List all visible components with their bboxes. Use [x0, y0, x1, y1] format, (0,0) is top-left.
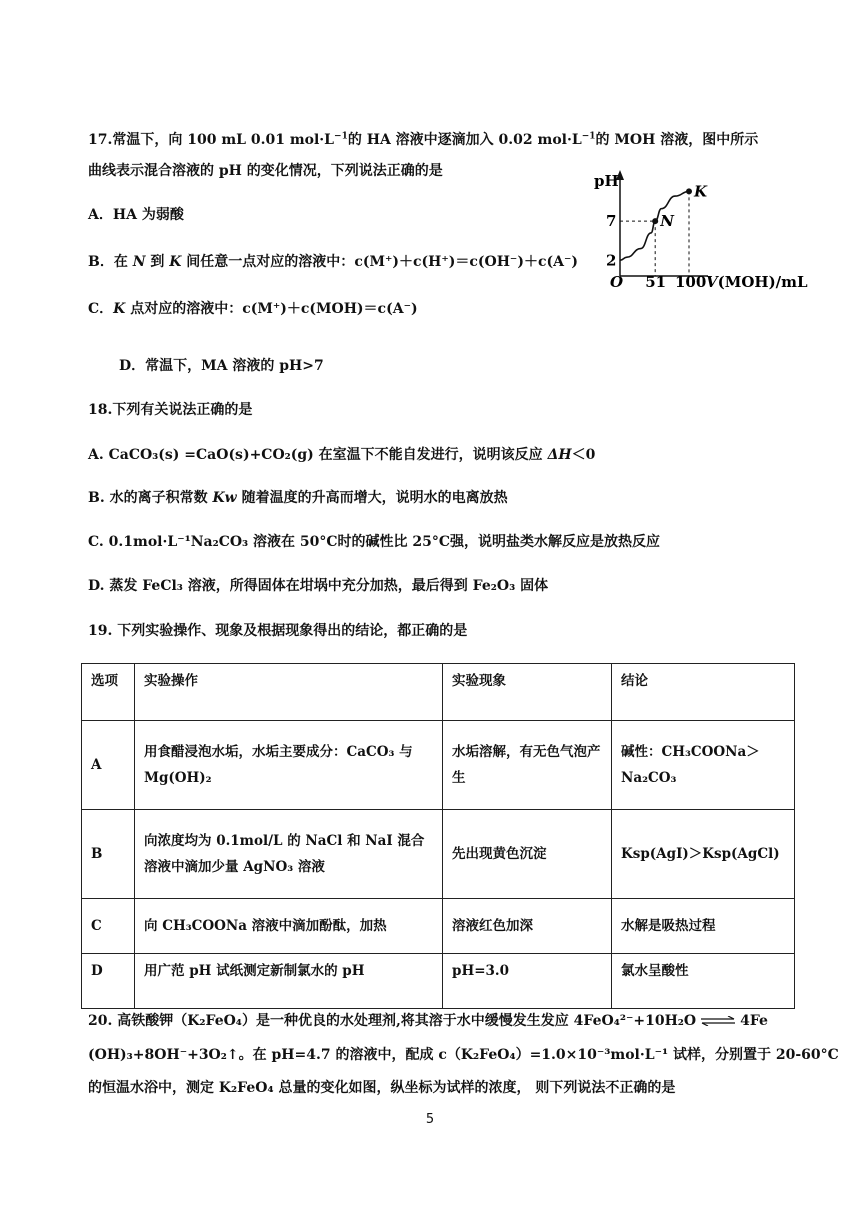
- q17-option-a: A．HA 为弱酸: [88, 207, 184, 223]
- row-option: C: [82, 899, 135, 954]
- row-operation: 向 CH₃COONa 溶液中滴加酚酞，加热: [135, 899, 443, 954]
- origin-label: O: [610, 273, 624, 290]
- y-tick-label: 2: [606, 251, 617, 270]
- q18-stem: 18.下列有关说法正确的是: [88, 402, 253, 418]
- q17-stem-line2: 曲线表示混合溶液的 pH 的变化情况，下列说法正确的是: [88, 163, 443, 179]
- q18-option-b: B. 水的离子积常数 Kw 随着温度的升高而增大，说明水的电离放热: [88, 490, 508, 506]
- q18-option-d: D. 蒸发 FeCl₃ 溶液，所得固体在坩埚中充分加热，最后得到 Fe₂O₃ 固体: [88, 578, 549, 594]
- row-operation: 用食醋浸泡水垢，水垢主要成分：CaCO₃ 与 Mg(OH)₂: [135, 721, 443, 810]
- header-observation: 实验现象: [443, 664, 612, 721]
- table-row: [82, 810, 795, 899]
- point-n-label: N: [660, 212, 674, 231]
- row-option: A: [82, 721, 135, 810]
- row-observation: pH=3.0: [443, 954, 612, 1009]
- header-operation: 实验操作: [135, 664, 443, 721]
- row-option: D: [82, 954, 135, 1009]
- q20-stem-line1: 20. 高铁酸钾（K₂FeO₄）是一种优良的水处理剂,将其溶于水中缓慢发生发应 4FeO₄²⁻+10H₂O 4Fe: [88, 1013, 768, 1029]
- equilibrium-arrow-icon: [700, 1016, 736, 1026]
- q19-stem: 19. 下列实验操作、现象及根据现象得出的结论，都正确的是: [88, 623, 468, 639]
- row-conclusion: 氯水呈酸性: [612, 954, 795, 1009]
- point-n: [652, 218, 658, 224]
- page-number: 5: [425, 1112, 435, 1127]
- table-row: [82, 899, 795, 954]
- q20-stem-line3: 的恒温水浴中，测定 K₂FeO₄ 总量的变化如图，纵坐标为试样的浓度， 则下列说法不正确的是: [88, 1080, 676, 1096]
- q17-option-b: B．在 N 到 K 间任意一点对应的溶液中：c(M⁺)＋c(H⁺)＝c(OH⁻)＋c(A⁻): [88, 254, 578, 270]
- row-observation: 先出现黄色沉淀: [443, 810, 612, 899]
- header-option: 选项: [82, 664, 135, 721]
- q17-stem-line1: 17.常温下，向 100 mL 0.01 $mol\cdot L^{-1}$的 HA 溶液中逐滴加入 0.02 $mol\cdot L^{-1}$的 MOH 溶液，图中所示: [88, 131, 759, 148]
- experiment-table: [81, 663, 795, 1009]
- y-axis-label: pH: [594, 172, 619, 190]
- point-k-label: K: [694, 182, 708, 201]
- x-tick-label: 51: [645, 273, 667, 290]
- row-operation: 向浓度均为 0.1mol/L 的 NaCl 和 NaI 混合溶液中滴加少量 AgNO₃ 溶液: [135, 810, 443, 899]
- table-row: [82, 721, 795, 810]
- q17-option-d: D．常温下，MA 溶液的 pH>7: [119, 358, 324, 374]
- q18-option-a: A. CaCO₃(s) =CaO(s)+CO₂(g) 在室温下不能自发进行，说明该反应 ΔH＜0: [88, 447, 596, 463]
- x-tick-label: 100: [675, 273, 707, 290]
- table-header-row: [82, 664, 795, 721]
- row-conclusion: 水解是吸热过程: [612, 899, 795, 954]
- row-conclusion: Ksp(AgI)＞Ksp(AgCl): [612, 810, 795, 899]
- header-conclusion: 结论: [612, 664, 795, 721]
- row-conclusion: 碱性：CH₃COONa＞Na₂CO₃: [612, 721, 795, 810]
- x-axis-label: V(MOH)/mL: [706, 273, 808, 290]
- q17-option-c: C．K 点对应的溶液中：c(M⁺)＋c(MOH)＝c(A⁻): [88, 301, 418, 317]
- y-tick-label: 7: [606, 212, 617, 231]
- q18-option-c: C. 0.1mol·L⁻¹Na₂CO₃ 溶液在 50°C时的碱性比 25°C强，说明盐类水解反应是放热反应: [88, 534, 661, 550]
- ph-titration-chart: [588, 168, 808, 290]
- row-observation: 水垢溶解，有无色气泡产生: [443, 721, 612, 810]
- row-option: B: [82, 810, 135, 899]
- row-operation: 用广范 pH 试纸测定新制氯水的 pH: [135, 954, 443, 1009]
- table-row: [82, 954, 795, 1009]
- row-observation: 溶液红色加深: [443, 899, 612, 954]
- ph-curve: [620, 191, 689, 260]
- point-k: [686, 188, 692, 194]
- q20-stem-line2: (OH)₃+8OH⁻+3O₂↑。在 pH=4.7 的溶液中，配成 c（K₂FeO₄）=1.0×10⁻³mol·L⁻¹ 试样，分别置于 20-60°C: [88, 1047, 839, 1063]
